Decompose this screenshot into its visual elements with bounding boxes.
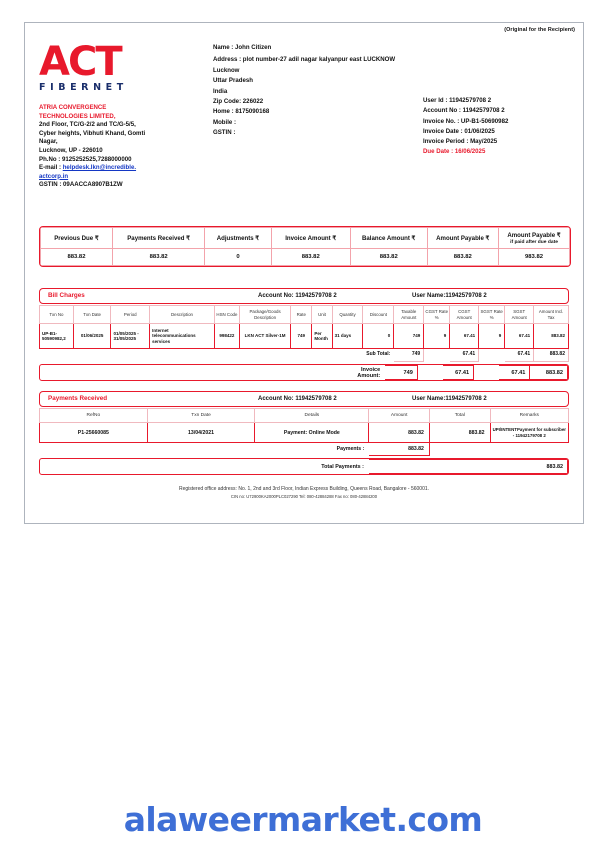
- summary-header-label: Invoice Amount ₹: [285, 234, 337, 242]
- summary-header-amount-payable: [427, 228, 498, 249]
- bill-header-amount-incl-tax: Amount Incl. Tax: [534, 306, 569, 324]
- invoice-account-no: Account No : 11942579708 2: [423, 107, 505, 115]
- company-address-line-1: Cyber heights, Vibhuti Khand, Gomti: [39, 129, 146, 137]
- bill-sub-total-label: Sub Total:: [366, 351, 391, 358]
- summary-table: [40, 227, 570, 266]
- invoice-amount-row: [41, 366, 568, 380]
- registered-office-address: Registered office address: No. 1, 2nd and 3rd Floor, Indian Express Building, Queens Road, Bangalore - 560001.: [178, 486, 430, 492]
- payments-cell-amount: 883.82: [369, 423, 430, 443]
- customer-zip: Zip Code: 226022: [213, 98, 264, 106]
- invoice-amount-cgst-rate-blank: [417, 366, 442, 380]
- bill-header-txn-date: Txn Date: [73, 306, 111, 324]
- summary-value-previous-due: 883.82: [41, 249, 113, 266]
- bill-cell-quantity: 31 days: [332, 324, 363, 349]
- bill-sub-total-row: [40, 349, 569, 362]
- payments-header-row: [40, 409, 569, 423]
- fibernet-logo-text: FIBERNET: [39, 82, 128, 93]
- company-address-line-2: Nagar,: [39, 138, 58, 146]
- summary-header-adjustments: [205, 228, 271, 249]
- bill-charges-user-name: User Name:11942579708 2: [412, 292, 487, 299]
- invoice-date: Invoice Date : 01/06/2025: [423, 127, 495, 135]
- invoice-amount-total: 883.82: [530, 366, 568, 380]
- company-email-row: [39, 164, 191, 173]
- bill-sub-total-sgst-rate-blank: [479, 349, 505, 362]
- invoice-amount-table: [40, 365, 568, 380]
- company-gstin: GSTIN : 09AACCA8907B1ZW: [39, 181, 123, 189]
- bill-cell-txn-no: UP-B1-50590982,2: [40, 324, 74, 349]
- payments-cell-refno: P1-25660085: [40, 423, 148, 443]
- invoice-meta-block: [423, 96, 593, 158]
- summary-value-amount-payable: 883.82: [427, 249, 498, 266]
- summary-value-amount-payable-after-due: 983.82: [499, 249, 570, 266]
- company-legal-name-line2: TECHNOLOGIES LIMITED,: [39, 112, 116, 120]
- payments-cell-remarks: UPI/INTENTPayment for subscriber - 11942179708 2: [490, 423, 568, 443]
- payments-header-remarks: Remarks: [490, 409, 568, 423]
- summary-header-label: Payments Received ₹: [127, 234, 191, 242]
- bill-sub-total-cgst-rate-blank: [424, 349, 450, 362]
- invoice-amount-row-wrapper: [39, 364, 569, 381]
- summary-header-label: Amount Payable ₹: [436, 234, 490, 242]
- invoice-period: Invoice Period : May/2025: [423, 138, 498, 146]
- bill-charges-table: [39, 305, 569, 362]
- bill-cell-period: 01/05/2025 - 31/05/2025: [111, 324, 150, 349]
- payments-header-total: Total: [429, 409, 490, 423]
- bill-header-quantity: Quantity: [332, 306, 363, 324]
- bill-cell-rate: 749: [291, 324, 312, 349]
- bill-header-hsn-code: HSN Code: [214, 306, 239, 324]
- table-row: [40, 324, 569, 349]
- watermark-text: alaweermarket.com: [123, 800, 483, 839]
- bill-header-discount: Discount: [363, 306, 394, 324]
- payments-subtotal-spacer: [40, 443, 255, 456]
- invoice-due-date: Due Date : 16/06/2025: [423, 148, 486, 156]
- summary-header-amount-payable-after-due: [499, 228, 570, 249]
- bill-header-taxable-amount: Taxable Amount: [394, 306, 424, 324]
- payments-header-refno: RefNo: [40, 409, 148, 423]
- summary-value-payments-received: 883.82: [112, 249, 204, 266]
- summary-header-label: Previous Due ₹: [54, 234, 99, 242]
- customer-state: Uttar Pradesh: [213, 77, 253, 85]
- summary-header-label: Amount Payable ₹: [507, 231, 561, 239]
- invoice-amount-taxable: 749: [385, 366, 418, 380]
- bill-cell-taxable-amount: 749: [394, 324, 424, 349]
- payments-user-name: User Name:11942579708 2: [412, 395, 487, 402]
- customer-name: Name : John Citizen: [213, 44, 272, 51]
- customer-gstin: GSTIN :: [213, 129, 236, 137]
- summary-value-invoice-amount: 883.82: [271, 249, 350, 266]
- bill-charges-header-row: [40, 306, 569, 324]
- summary-header-row: [41, 228, 570, 249]
- summary-header-balance-amount: [350, 228, 427, 249]
- payments-cell-total: 883.82: [429, 423, 490, 443]
- summary-header-payments-received: [112, 228, 204, 249]
- company-address-line-3: Lucknow, UP - 226010: [39, 146, 103, 154]
- bill-charges-title: Bill Charges: [48, 292, 85, 300]
- bill-cell-unit: Per Month: [312, 324, 332, 349]
- bill-header-sgst-amount: SGST Amount: [505, 306, 534, 324]
- invoice-amount-label: Invoice Amount:: [357, 366, 381, 379]
- customer-mobile: Mobile :: [213, 118, 237, 126]
- summary-value-balance-amount: 883.82: [350, 249, 427, 266]
- bill-header-description: Description: [150, 306, 215, 324]
- summary-header-previous-due: [41, 228, 113, 249]
- invoice-number: Invoice No. : UP-B1-50690982: [423, 117, 509, 125]
- bill-header-package: Package/Goods Description: [239, 306, 290, 324]
- bill-header-period: Period: [111, 306, 150, 324]
- payments-subtotal-amount: 883.82: [369, 443, 430, 456]
- company-email-link-continued[interactable]: actcorp.in: [39, 172, 69, 180]
- customer-address: Address : plot number-27 adil nagar kalyanpur east LUCKNOW: [213, 56, 396, 64]
- payments-received-title: Payments Received: [48, 395, 108, 403]
- bill-cell-cgst-rate: 9: [424, 324, 450, 349]
- bill-cell-discount: 0: [363, 324, 394, 349]
- summary-header-invoice-amount: [271, 228, 350, 249]
- bill-cell-hsn-code: 998422: [214, 324, 239, 349]
- total-payments-value: 883.82: [368, 460, 567, 474]
- bill-header-txn-no: Txn No: [40, 306, 74, 324]
- summary-header-label: Adjustments ₹: [216, 234, 260, 242]
- summary-table-wrapper: [39, 226, 571, 267]
- invoice-sheet: [24, 22, 584, 524]
- bill-header-rate: Rate: [291, 306, 312, 324]
- customer-country: India: [213, 87, 228, 95]
- company-address-block: [39, 104, 191, 190]
- payments-subtotal-total-blank: [429, 443, 490, 456]
- original-recipient-note: (Original for the Recipient): [504, 27, 575, 33]
- invoice-amount-spacer: [41, 366, 352, 380]
- payments-cell-details: Payment: Online Mode: [255, 423, 369, 443]
- summary-value-adjustments: 0: [205, 249, 271, 266]
- company-email-link[interactable]: helpdesk.lkn@incredible.: [62, 164, 137, 172]
- company-phone: Ph.No : 9125252525,7288000000: [39, 155, 132, 163]
- company-cin-line: CIN no: U72900KA2000PLC027290 Tel: 080-42884288 Fax no: 080-42884200: [230, 494, 378, 499]
- customer-city: Lucknow: [213, 66, 240, 74]
- invoice-user-id: User Id : 11942579708 2: [423, 97, 492, 104]
- invoice-amount-sgst: 67.41: [498, 366, 530, 380]
- invoice-amount-sgst-rate-blank: [474, 366, 499, 380]
- bill-sub-total-cgst-amount: 67.41: [450, 349, 479, 362]
- payments-subtotal-remarks-blank: [490, 443, 568, 456]
- bill-cell-sgst-amount: 67.41: [505, 324, 534, 349]
- customer-home-phone: Home : 8175090168: [213, 108, 270, 116]
- payments-received-banner: [39, 391, 569, 407]
- invoice-header: [25, 39, 583, 224]
- bill-sub-total-taxable: 749: [394, 349, 424, 362]
- bill-cell-txn-date: 01/06/2025: [73, 324, 111, 349]
- payments-received-table: [39, 408, 569, 456]
- invoice-footer: [25, 485, 583, 501]
- bill-cell-cgst-amount: 67.41: [450, 324, 479, 349]
- payments-header-amount: Amount: [369, 409, 430, 423]
- company-address-line-0: 2nd Floor, TC/G-2/2 and TC/G-5/5,: [39, 121, 136, 129]
- invoice-amount-cgst: 67.41: [442, 366, 474, 380]
- bill-sub-total-sgst-amount: 67.41: [505, 349, 534, 362]
- table-row: [40, 423, 569, 443]
- total-payments-table: [40, 459, 568, 474]
- bill-charges-banner: [39, 288, 569, 304]
- total-payments-row-wrapper: [39, 458, 569, 475]
- total-payments-row: [41, 460, 568, 474]
- summary-value-row: [41, 249, 570, 266]
- bill-header-cgst-rate: CGST Rate %: [424, 306, 450, 324]
- bill-cell-sgst-rate: 9: [479, 324, 505, 349]
- payments-cell-txn-date: 13/04/2021: [147, 423, 255, 443]
- company-logo-block: [39, 39, 191, 190]
- payments-received-section: [39, 391, 569, 475]
- payments-account-no: Account No: 11942579708 2: [258, 395, 337, 402]
- bill-header-cgst-amount: CGST Amount: [450, 306, 479, 324]
- bill-sub-total-spacer: [40, 349, 363, 362]
- bill-cell-package: LKN ACT Silver-1M: [239, 324, 290, 349]
- payments-header-txn-date: Txn Date: [147, 409, 255, 423]
- bill-header-unit: Unit: [312, 306, 332, 324]
- bill-charges-section: [39, 288, 569, 381]
- bill-cell-description: Internet telecommunications services: [150, 324, 215, 349]
- company-email-label: E-mail :: [39, 164, 63, 172]
- company-legal-name-line1: ATRIA CONVERGENCE: [39, 104, 107, 111]
- act-logo-text: ACT: [39, 39, 121, 85]
- payments-subtotal-row: [40, 443, 569, 456]
- total-payments-spacer: [41, 460, 253, 474]
- customer-details-block: [213, 43, 413, 139]
- total-payments-label: Total Payments :: [321, 463, 364, 470]
- bill-charges-account-no: Account No: 11942579708 2: [258, 292, 337, 299]
- bill-sub-total-amount-incl-tax: 883.82: [534, 349, 569, 362]
- summary-header-label: Balance Amount ₹: [362, 234, 416, 242]
- payments-subtotal-label: Payments :: [336, 446, 365, 452]
- summary-header-sublabel: if paid after due date: [510, 239, 558, 245]
- payments-header-details: Details: [255, 409, 369, 423]
- bill-header-sgst-rate: SGST Rate %: [479, 306, 505, 324]
- bill-cell-amount-incl-tax: 883.82: [534, 324, 569, 349]
